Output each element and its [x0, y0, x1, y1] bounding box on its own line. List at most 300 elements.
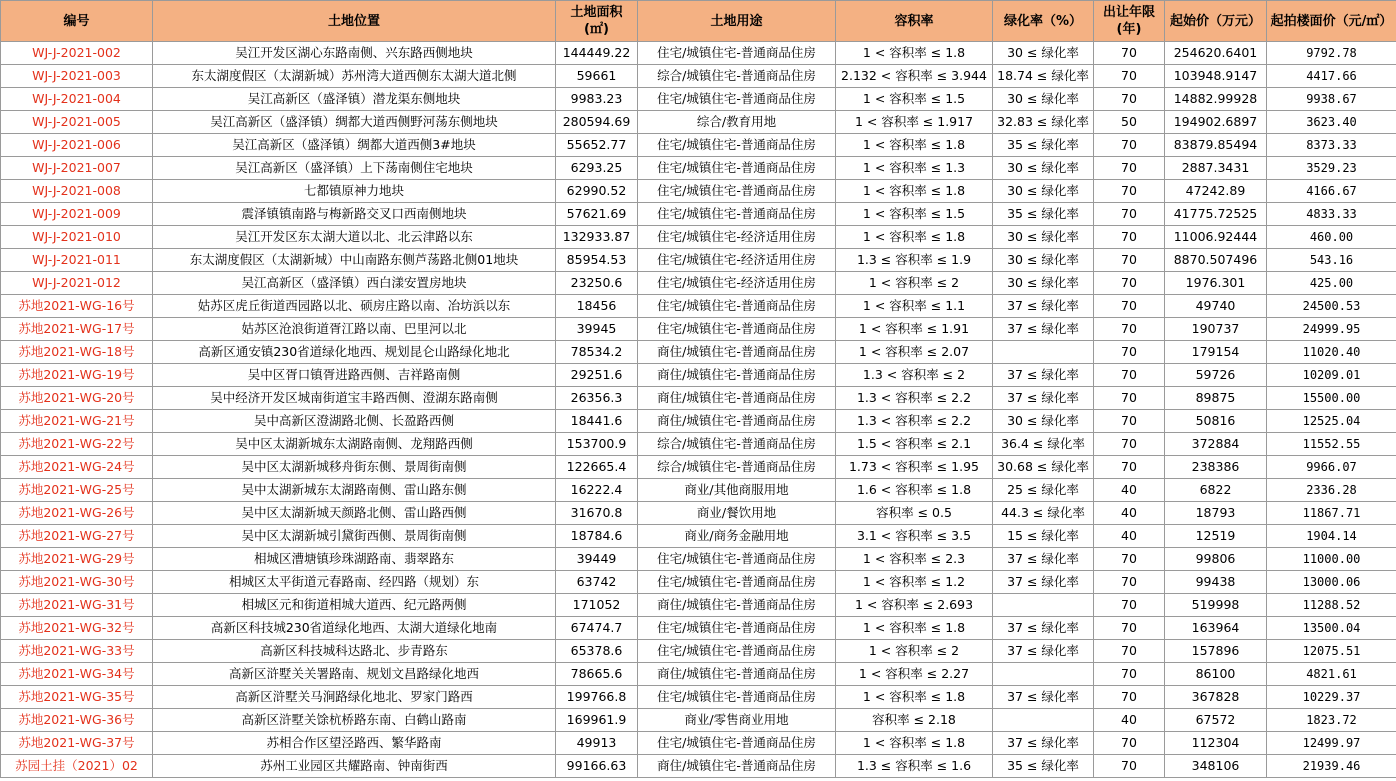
location-cell[interactable]: 吴江高新区（盛泽镇）绸都大道西侧3#地块 [153, 134, 556, 157]
green-ratio-cell[interactable]: 37 ≤ 绿化率 [993, 387, 1094, 410]
code-cell[interactable]: 苏地2021-WG-30号 [1, 571, 153, 594]
term-cell[interactable]: 40 [1094, 525, 1165, 548]
table-row[interactable] [1, 387, 1396, 410]
area-cell[interactable]: 16222.4 [556, 479, 638, 502]
plot-ratio-cell[interactable]: 1 < 容积率 ≤ 1.8 [836, 732, 993, 755]
code-cell[interactable]: 苏地2021-WG-19号 [1, 364, 153, 387]
area-cell[interactable]: 18441.6 [556, 410, 638, 433]
usage-cell[interactable]: 住宅/城镇住宅-普通商品住房 [638, 180, 836, 203]
green-ratio-cell[interactable]: 37 ≤ 绿化率 [993, 732, 1094, 755]
area-cell[interactable]: 57621.69 [556, 203, 638, 226]
term-cell[interactable]: 50 [1094, 111, 1165, 134]
term-cell[interactable]: 70 [1094, 272, 1165, 295]
usage-cell[interactable]: 综合/教育用地 [638, 111, 836, 134]
location-cell[interactable]: 吴江高新区（盛泽镇）上下荡南侧住宅地块 [153, 157, 556, 180]
usage-cell[interactable]: 住宅/城镇住宅-普通商品住房 [638, 548, 836, 571]
area-cell[interactable]: 85954.53 [556, 249, 638, 272]
code-cell[interactable]: WJ-J-2021-003 [1, 65, 153, 88]
code-cell[interactable]: 苏地2021-WG-26号 [1, 502, 153, 525]
green-ratio-cell[interactable] [993, 594, 1094, 617]
plot-ratio-cell[interactable]: 1 < 容积率 ≤ 1.917 [836, 111, 993, 134]
plot-ratio-cell[interactable]: 1 < 容积率 ≤ 1.2 [836, 571, 993, 594]
floor-price-cell[interactable]: 24500.53 [1267, 295, 1396, 318]
start-price-cell[interactable]: 47242.89 [1165, 180, 1267, 203]
area-cell[interactable]: 18456 [556, 295, 638, 318]
floor-price-cell[interactable]: 15500.00 [1267, 387, 1396, 410]
location-cell[interactable]: 高新区通安镇230省道绿化地西、规划昆仑山路绿化地北 [153, 341, 556, 364]
start-price-cell[interactable]: 254620.6401 [1165, 42, 1267, 65]
location-cell[interactable]: 吴中区太湖新城东太湖路南侧、龙翔路西侧 [153, 433, 556, 456]
term-cell[interactable]: 70 [1094, 180, 1165, 203]
location-cell[interactable]: 高新区浒墅关马涧路绿化地北、罗家门路西 [153, 686, 556, 709]
plot-ratio-cell[interactable]: 1 < 容积率 ≤ 1.8 [836, 42, 993, 65]
code-cell[interactable]: WJ-J-2021-010 [1, 226, 153, 249]
table-row[interactable] [1, 295, 1396, 318]
area-cell[interactable]: 18784.6 [556, 525, 638, 548]
area-cell[interactable]: 65378.6 [556, 640, 638, 663]
green-ratio-cell[interactable]: 30 ≤ 绿化率 [993, 410, 1094, 433]
area-cell[interactable]: 67474.7 [556, 617, 638, 640]
code-cell[interactable]: 苏地2021-WG-18号 [1, 341, 153, 364]
plot-ratio-cell[interactable]: 1.3 < 容积率 ≤ 2.2 [836, 410, 993, 433]
area-cell[interactable]: 171052 [556, 594, 638, 617]
green-ratio-cell[interactable]: 30 ≤ 绿化率 [993, 42, 1094, 65]
code-cell[interactable]: 苏地2021-WG-25号 [1, 479, 153, 502]
term-cell[interactable]: 70 [1094, 42, 1165, 65]
area-cell[interactable]: 78534.2 [556, 341, 638, 364]
start-price-cell[interactable]: 99806 [1165, 548, 1267, 571]
start-price-cell[interactable]: 1976.301 [1165, 272, 1267, 295]
term-cell[interactable]: 70 [1094, 571, 1165, 594]
location-cell[interactable]: 吴江高新区（盛泽镇）西白漾安置房地块 [153, 272, 556, 295]
start-price-cell[interactable]: 2887.3431 [1165, 157, 1267, 180]
area-cell[interactable]: 39945 [556, 318, 638, 341]
start-price-cell[interactable]: 14882.99928 [1165, 88, 1267, 111]
term-cell[interactable]: 70 [1094, 203, 1165, 226]
location-cell[interactable]: 苏相合作区望泾路西、繁华路南 [153, 732, 556, 755]
start-price-cell[interactable]: 367828 [1165, 686, 1267, 709]
code-cell[interactable]: WJ-J-2021-011 [1, 249, 153, 272]
area-cell[interactable]: 6293.25 [556, 157, 638, 180]
table-row[interactable] [1, 203, 1396, 226]
usage-cell[interactable]: 商住/城镇住宅-普通商品住房 [638, 755, 836, 778]
start-price-cell[interactable]: 18793 [1165, 502, 1267, 525]
location-cell[interactable]: 相城区漕塘镇珍珠湖路南、翡翠路东 [153, 548, 556, 571]
floor-price-cell[interactable]: 1823.72 [1267, 709, 1396, 732]
usage-cell[interactable]: 住宅/城镇住宅-普通商品住房 [638, 640, 836, 663]
plot-ratio-cell[interactable]: 1 < 容积率 ≤ 1.8 [836, 226, 993, 249]
usage-cell[interactable]: 商住/城镇住宅-普通商品住房 [638, 387, 836, 410]
plot-ratio-cell[interactable]: 1 < 容积率 ≤ 2.693 [836, 594, 993, 617]
start-price-cell[interactable]: 8870.507496 [1165, 249, 1267, 272]
code-cell[interactable]: 苏地2021-WG-34号 [1, 663, 153, 686]
table-row[interactable] [1, 548, 1396, 571]
floor-price-cell[interactable]: 12075.51 [1267, 640, 1396, 663]
code-cell[interactable]: 苏地2021-WG-22号 [1, 433, 153, 456]
code-cell[interactable]: 苏地2021-WG-20号 [1, 387, 153, 410]
floor-price-cell[interactable]: 1904.14 [1267, 525, 1396, 548]
area-cell[interactable]: 55652.77 [556, 134, 638, 157]
plot-ratio-cell[interactable]: 1 < 容积率 ≤ 2.27 [836, 663, 993, 686]
green-ratio-cell[interactable]: 30.68 ≤ 绿化率 [993, 456, 1094, 479]
term-cell[interactable]: 70 [1094, 249, 1165, 272]
floor-price-cell[interactable]: 543.16 [1267, 249, 1396, 272]
usage-cell[interactable]: 住宅/城镇住宅-普通商品住房 [638, 203, 836, 226]
table-row[interactable] [1, 709, 1396, 732]
term-cell[interactable]: 70 [1094, 295, 1165, 318]
area-cell[interactable]: 62990.52 [556, 180, 638, 203]
floor-price-cell[interactable]: 4166.67 [1267, 180, 1396, 203]
start-price-cell[interactable]: 12519 [1165, 525, 1267, 548]
area-cell[interactable]: 280594.69 [556, 111, 638, 134]
term-cell[interactable]: 70 [1094, 686, 1165, 709]
table-row[interactable] [1, 249, 1396, 272]
floor-price-cell[interactable]: 3623.40 [1267, 111, 1396, 134]
term-cell[interactable]: 70 [1094, 387, 1165, 410]
table-row[interactable] [1, 617, 1396, 640]
floor-price-cell[interactable]: 2336.28 [1267, 479, 1396, 502]
plot-ratio-cell[interactable]: 1 < 容积率 ≤ 1.1 [836, 295, 993, 318]
start-price-cell[interactable]: 179154 [1165, 341, 1267, 364]
usage-cell[interactable]: 住宅/城镇住宅-普通商品住房 [638, 686, 836, 709]
location-cell[interactable]: 吴江开发区湖心东路南侧、兴东路西侧地块 [153, 42, 556, 65]
code-cell[interactable]: WJ-J-2021-008 [1, 180, 153, 203]
location-cell[interactable]: 吴中经济开发区城南街道宝丰路西侧、澄湖东路南侧 [153, 387, 556, 410]
green-ratio-cell[interactable]: 32.83 ≤ 绿化率 [993, 111, 1094, 134]
table-row[interactable] [1, 686, 1396, 709]
green-ratio-cell[interactable]: 35 ≤ 绿化率 [993, 134, 1094, 157]
table-row[interactable] [1, 502, 1396, 525]
plot-ratio-cell[interactable]: 1 < 容积率 ≤ 1.3 [836, 157, 993, 180]
start-price-cell[interactable]: 112304 [1165, 732, 1267, 755]
floor-price-cell[interactable]: 13000.06 [1267, 571, 1396, 594]
term-cell[interactable]: 70 [1094, 640, 1165, 663]
area-cell[interactable]: 78665.6 [556, 663, 638, 686]
green-ratio-cell[interactable]: 37 ≤ 绿化率 [993, 686, 1094, 709]
location-cell[interactable]: 吴中区太湖新城天颜路北侧、雷山路西侧 [153, 502, 556, 525]
start-price-cell[interactable]: 348106 [1165, 755, 1267, 778]
code-cell[interactable]: WJ-J-2021-009 [1, 203, 153, 226]
table-row[interactable] [1, 157, 1396, 180]
code-cell[interactable]: 苏地2021-WG-35号 [1, 686, 153, 709]
plot-ratio-cell[interactable]: 1 < 容积率 ≤ 1.8 [836, 686, 993, 709]
usage-cell[interactable]: 住宅/城镇住宅-普通商品住房 [638, 617, 836, 640]
table-row[interactable] [1, 272, 1396, 295]
floor-price-cell[interactable]: 21939.46 [1267, 755, 1396, 778]
plot-ratio-cell[interactable]: 1 < 容积率 ≤ 1.8 [836, 617, 993, 640]
floor-price-cell[interactable]: 24999.95 [1267, 318, 1396, 341]
term-cell[interactable]: 70 [1094, 226, 1165, 249]
start-price-cell[interactable]: 41775.72525 [1165, 203, 1267, 226]
location-cell[interactable]: 吴江开发区东太湖大道以北、北云津路以东 [153, 226, 556, 249]
usage-cell[interactable]: 商住/城镇住宅-普通商品住房 [638, 341, 836, 364]
table-row[interactable] [1, 571, 1396, 594]
area-cell[interactable]: 59661 [556, 65, 638, 88]
table-row[interactable] [1, 364, 1396, 387]
plot-ratio-cell[interactable]: 1.73 < 容积率 ≤ 1.95 [836, 456, 993, 479]
green-ratio-cell[interactable]: 37 ≤ 绿化率 [993, 617, 1094, 640]
start-price-cell[interactable]: 49740 [1165, 295, 1267, 318]
area-cell[interactable]: 29251.6 [556, 364, 638, 387]
area-cell[interactable]: 199766.8 [556, 686, 638, 709]
green-ratio-cell[interactable]: 30 ≤ 绿化率 [993, 272, 1094, 295]
start-price-cell[interactable]: 99438 [1165, 571, 1267, 594]
usage-cell[interactable]: 综合/城镇住宅-普通商品住房 [638, 65, 836, 88]
green-ratio-cell[interactable]: 35 ≤ 绿化率 [993, 203, 1094, 226]
floor-price-cell[interactable]: 11552.55 [1267, 433, 1396, 456]
floor-price-cell[interactable]: 8373.33 [1267, 134, 1396, 157]
green-ratio-cell[interactable]: 44.3 ≤ 绿化率 [993, 502, 1094, 525]
usage-cell[interactable]: 综合/城镇住宅-普通商品住房 [638, 456, 836, 479]
usage-cell[interactable]: 住宅/城镇住宅-普通商品住房 [638, 134, 836, 157]
table-row[interactable] [1, 410, 1396, 433]
green-ratio-cell[interactable]: 37 ≤ 绿化率 [993, 318, 1094, 341]
location-cell[interactable]: 相城区太平街道元春路南、经四路（规划）东 [153, 571, 556, 594]
term-cell[interactable]: 70 [1094, 318, 1165, 341]
term-cell[interactable]: 70 [1094, 456, 1165, 479]
term-cell[interactable]: 70 [1094, 410, 1165, 433]
floor-price-cell[interactable]: 9938.67 [1267, 88, 1396, 111]
plot-ratio-cell[interactable]: 1.3 ≤ 容积率 ≤ 1.9 [836, 249, 993, 272]
code-cell[interactable]: 苏地2021-WG-16号 [1, 295, 153, 318]
area-cell[interactable]: 122665.4 [556, 456, 638, 479]
location-cell[interactable]: 吴中区胥口镇胥进路西侧、吉祥路南侧 [153, 364, 556, 387]
floor-price-cell[interactable]: 9966.07 [1267, 456, 1396, 479]
start-price-cell[interactable]: 238386 [1165, 456, 1267, 479]
green-ratio-cell[interactable]: 30 ≤ 绿化率 [993, 249, 1094, 272]
usage-cell[interactable]: 住宅/城镇住宅-普通商品住房 [638, 42, 836, 65]
usage-cell[interactable]: 商业/零售商业用地 [638, 709, 836, 732]
table-row[interactable] [1, 594, 1396, 617]
term-cell[interactable]: 70 [1094, 433, 1165, 456]
table-row[interactable] [1, 479, 1396, 502]
table-row[interactable] [1, 341, 1396, 364]
usage-cell[interactable]: 住宅/城镇住宅-普通商品住房 [638, 571, 836, 594]
usage-cell[interactable]: 商住/城镇住宅-普通商品住房 [638, 364, 836, 387]
floor-price-cell[interactable]: 4417.66 [1267, 65, 1396, 88]
location-cell[interactable]: 吴江高新区（盛泽镇）绸都大道西侧野河荡东侧地块 [153, 111, 556, 134]
usage-cell[interactable]: 住宅/城镇住宅-经济适用住房 [638, 272, 836, 295]
plot-ratio-cell[interactable]: 1.5 < 容积率 ≤ 2.1 [836, 433, 993, 456]
floor-price-cell[interactable]: 9792.78 [1267, 42, 1396, 65]
area-cell[interactable]: 63742 [556, 571, 638, 594]
area-cell[interactable]: 31670.8 [556, 502, 638, 525]
green-ratio-cell[interactable]: 30 ≤ 绿化率 [993, 157, 1094, 180]
green-ratio-cell[interactable] [993, 709, 1094, 732]
code-cell[interactable]: WJ-J-2021-007 [1, 157, 153, 180]
location-cell[interactable]: 吴江高新区（盛泽镇）潜龙渠东侧地块 [153, 88, 556, 111]
green-ratio-cell[interactable]: 37 ≤ 绿化率 [993, 571, 1094, 594]
term-cell[interactable]: 70 [1094, 663, 1165, 686]
start-price-cell[interactable]: 372884 [1165, 433, 1267, 456]
start-price-cell[interactable]: 50816 [1165, 410, 1267, 433]
code-cell[interactable]: 苏地2021-WG-37号 [1, 732, 153, 755]
usage-cell[interactable]: 商业/餐饮用地 [638, 502, 836, 525]
floor-price-cell[interactable]: 12499.97 [1267, 732, 1396, 755]
code-cell[interactable]: 苏地2021-WG-29号 [1, 548, 153, 571]
table-row[interactable] [1, 732, 1396, 755]
plot-ratio-cell[interactable]: 3.1 < 容积率 ≤ 3.5 [836, 525, 993, 548]
term-cell[interactable]: 70 [1094, 88, 1165, 111]
area-cell[interactable]: 153700.9 [556, 433, 638, 456]
plot-ratio-cell[interactable]: 1 < 容积率 ≤ 2 [836, 640, 993, 663]
location-cell[interactable]: 姑苏区虎丘街道西园路以北、硕房庄路以南、冶坊浜以东 [153, 295, 556, 318]
term-cell[interactable]: 70 [1094, 65, 1165, 88]
start-price-cell[interactable]: 86100 [1165, 663, 1267, 686]
code-cell[interactable]: WJ-J-2021-002 [1, 42, 153, 65]
location-cell[interactable]: 东太湖度假区（太湖新城）中山南路东侧芦荡路北侧01地块 [153, 249, 556, 272]
table-row[interactable] [1, 663, 1396, 686]
table-row[interactable] [1, 134, 1396, 157]
green-ratio-cell[interactable]: 30 ≤ 绿化率 [993, 226, 1094, 249]
green-ratio-cell[interactable] [993, 663, 1094, 686]
usage-cell[interactable]: 商住/城镇住宅-普通商品住房 [638, 410, 836, 433]
area-cell[interactable]: 23250.6 [556, 272, 638, 295]
code-cell[interactable]: 苏地2021-WG-27号 [1, 525, 153, 548]
floor-price-cell[interactable]: 460.00 [1267, 226, 1396, 249]
floor-price-cell[interactable]: 4833.33 [1267, 203, 1396, 226]
table-row[interactable] [1, 226, 1396, 249]
location-cell[interactable]: 七都镇原神力地块 [153, 180, 556, 203]
green-ratio-cell[interactable]: 30 ≤ 绿化率 [993, 88, 1094, 111]
term-cell[interactable]: 40 [1094, 709, 1165, 732]
usage-cell[interactable]: 商业/其他商服用地 [638, 479, 836, 502]
usage-cell[interactable]: 住宅/城镇住宅-经济适用住房 [638, 226, 836, 249]
plot-ratio-cell[interactable]: 1 < 容积率 ≤ 2.3 [836, 548, 993, 571]
code-cell[interactable]: 苏地2021-WG-33号 [1, 640, 153, 663]
plot-ratio-cell[interactable]: 1 < 容积率 ≤ 1.8 [836, 180, 993, 203]
floor-price-cell[interactable]: 3529.23 [1267, 157, 1396, 180]
area-cell[interactable]: 9983.23 [556, 88, 638, 111]
plot-ratio-cell[interactable]: 1 < 容积率 ≤ 2 [836, 272, 993, 295]
floor-price-cell[interactable]: 10229.37 [1267, 686, 1396, 709]
location-cell[interactable]: 东太湖度假区（太湖新城）苏州湾大道西侧东太湖大道北侧 [153, 65, 556, 88]
green-ratio-cell[interactable]: 37 ≤ 绿化率 [993, 640, 1094, 663]
usage-cell[interactable]: 住宅/城镇住宅-经济适用住房 [638, 249, 836, 272]
start-price-cell[interactable]: 6822 [1165, 479, 1267, 502]
code-cell[interactable]: 苏地2021-WG-24号 [1, 456, 153, 479]
floor-price-cell[interactable]: 425.00 [1267, 272, 1396, 295]
table-row[interactable] [1, 318, 1396, 341]
code-cell[interactable]: 苏地2021-WG-17号 [1, 318, 153, 341]
table-row[interactable] [1, 180, 1396, 203]
table-row[interactable] [1, 755, 1396, 778]
green-ratio-cell[interactable]: 37 ≤ 绿化率 [993, 295, 1094, 318]
plot-ratio-cell[interactable]: 1 < 容积率 ≤ 2.07 [836, 341, 993, 364]
location-cell[interactable]: 震泽镇镇南路与梅新路交叉口西南侧地块 [153, 203, 556, 226]
green-ratio-cell[interactable] [993, 341, 1094, 364]
usage-cell[interactable]: 住宅/城镇住宅-普通商品住房 [638, 732, 836, 755]
plot-ratio-cell[interactable]: 容积率 ≤ 0.5 [836, 502, 993, 525]
start-price-cell[interactable]: 67572 [1165, 709, 1267, 732]
table-row[interactable] [1, 42, 1396, 65]
code-cell[interactable]: 苏地2021-WG-31号 [1, 594, 153, 617]
floor-price-cell[interactable]: 10209.01 [1267, 364, 1396, 387]
green-ratio-cell[interactable]: 37 ≤ 绿化率 [993, 548, 1094, 571]
start-price-cell[interactable]: 83879.85494 [1165, 134, 1267, 157]
location-cell[interactable]: 吴中高新区澄湖路北侧、长盈路西侧 [153, 410, 556, 433]
plot-ratio-cell[interactable]: 1 < 容积率 ≤ 1.5 [836, 203, 993, 226]
green-ratio-cell[interactable]: 35 ≤ 绿化率 [993, 755, 1094, 778]
term-cell[interactable]: 70 [1094, 594, 1165, 617]
code-cell[interactable]: 苏园土挂（2021）02 [1, 755, 153, 778]
usage-cell[interactable]: 综合/城镇住宅-普通商品住房 [638, 433, 836, 456]
location-cell[interactable]: 吴中太湖新城东太湖路南侧、雷山路东侧 [153, 479, 556, 502]
table-row[interactable] [1, 640, 1396, 663]
location-cell[interactable]: 高新区浒墅关馀杭桥路东南、白鹤山路南 [153, 709, 556, 732]
start-price-cell[interactable]: 163964 [1165, 617, 1267, 640]
term-cell[interactable]: 70 [1094, 157, 1165, 180]
usage-cell[interactable]: 商住/城镇住宅-普通商品住房 [638, 663, 836, 686]
term-cell[interactable]: 70 [1094, 617, 1165, 640]
start-price-cell[interactable]: 89875 [1165, 387, 1267, 410]
floor-price-cell[interactable]: 11020.40 [1267, 341, 1396, 364]
green-ratio-cell[interactable]: 36.4 ≤ 绿化率 [993, 433, 1094, 456]
term-cell[interactable]: 70 [1094, 341, 1165, 364]
green-ratio-cell[interactable]: 18.74 ≤ 绿化率 [993, 65, 1094, 88]
start-price-cell[interactable]: 11006.92444 [1165, 226, 1267, 249]
location-cell[interactable]: 高新区浒墅关关署路南、规划文昌路绿化地西 [153, 663, 556, 686]
plot-ratio-cell[interactable]: 1.3 ≤ 容积率 ≤ 1.6 [836, 755, 993, 778]
area-cell[interactable]: 26356.3 [556, 387, 638, 410]
code-cell[interactable]: 苏地2021-WG-36号 [1, 709, 153, 732]
term-cell[interactable]: 40 [1094, 502, 1165, 525]
table-row[interactable] [1, 456, 1396, 479]
floor-price-cell[interactable]: 11000.00 [1267, 548, 1396, 571]
term-cell[interactable]: 70 [1094, 732, 1165, 755]
area-cell[interactable]: 39449 [556, 548, 638, 571]
area-cell[interactable]: 49913 [556, 732, 638, 755]
plot-ratio-cell[interactable]: 1.3 < 容积率 ≤ 2.2 [836, 387, 993, 410]
area-cell[interactable]: 144449.22 [556, 42, 638, 65]
term-cell[interactable]: 70 [1094, 134, 1165, 157]
usage-cell[interactable]: 住宅/城镇住宅-普通商品住房 [638, 295, 836, 318]
code-cell[interactable]: WJ-J-2021-005 [1, 111, 153, 134]
location-cell[interactable]: 高新区科技城科达路北、步青路东 [153, 640, 556, 663]
start-price-cell[interactable]: 190737 [1165, 318, 1267, 341]
location-cell[interactable]: 吴中区太湖新城引黛街西侧、景周街南侧 [153, 525, 556, 548]
plot-ratio-cell[interactable]: 2.132 < 容积率 ≤ 3.944 [836, 65, 993, 88]
usage-cell[interactable]: 商住/城镇住宅-普通商品住房 [638, 594, 836, 617]
usage-cell[interactable]: 住宅/城镇住宅-普通商品住房 [638, 157, 836, 180]
term-cell[interactable]: 70 [1094, 548, 1165, 571]
start-price-cell[interactable]: 59726 [1165, 364, 1267, 387]
green-ratio-cell[interactable]: 25 ≤ 绿化率 [993, 479, 1094, 502]
area-cell[interactable]: 99166.63 [556, 755, 638, 778]
term-cell[interactable]: 40 [1094, 479, 1165, 502]
location-cell[interactable]: 姑苏区沧浪街道胥江路以南、巴里河以北 [153, 318, 556, 341]
floor-price-cell[interactable]: 12525.04 [1267, 410, 1396, 433]
plot-ratio-cell[interactable]: 1 < 容积率 ≤ 1.91 [836, 318, 993, 341]
usage-cell[interactable]: 商业/商务金融用地 [638, 525, 836, 548]
area-cell[interactable]: 169961.9 [556, 709, 638, 732]
term-cell[interactable]: 70 [1094, 364, 1165, 387]
floor-price-cell[interactable]: 4821.61 [1267, 663, 1396, 686]
term-cell[interactable]: 70 [1094, 755, 1165, 778]
code-cell[interactable]: WJ-J-2021-004 [1, 88, 153, 111]
location-cell[interactable]: 相城区元和街道相城大道西、纪元路两侧 [153, 594, 556, 617]
location-cell[interactable]: 苏州工业园区共耀路南、钟南街西 [153, 755, 556, 778]
green-ratio-cell[interactable]: 37 ≤ 绿化率 [993, 364, 1094, 387]
table-row[interactable] [1, 111, 1396, 134]
plot-ratio-cell[interactable]: 容积率 ≤ 2.18 [836, 709, 993, 732]
floor-price-cell[interactable]: 11288.52 [1267, 594, 1396, 617]
table-row[interactable] [1, 65, 1396, 88]
green-ratio-cell[interactable]: 15 ≤ 绿化率 [993, 525, 1094, 548]
green-ratio-cell[interactable]: 30 ≤ 绿化率 [993, 180, 1094, 203]
plot-ratio-cell[interactable]: 1 < 容积率 ≤ 1.5 [836, 88, 993, 111]
table-row[interactable] [1, 88, 1396, 111]
